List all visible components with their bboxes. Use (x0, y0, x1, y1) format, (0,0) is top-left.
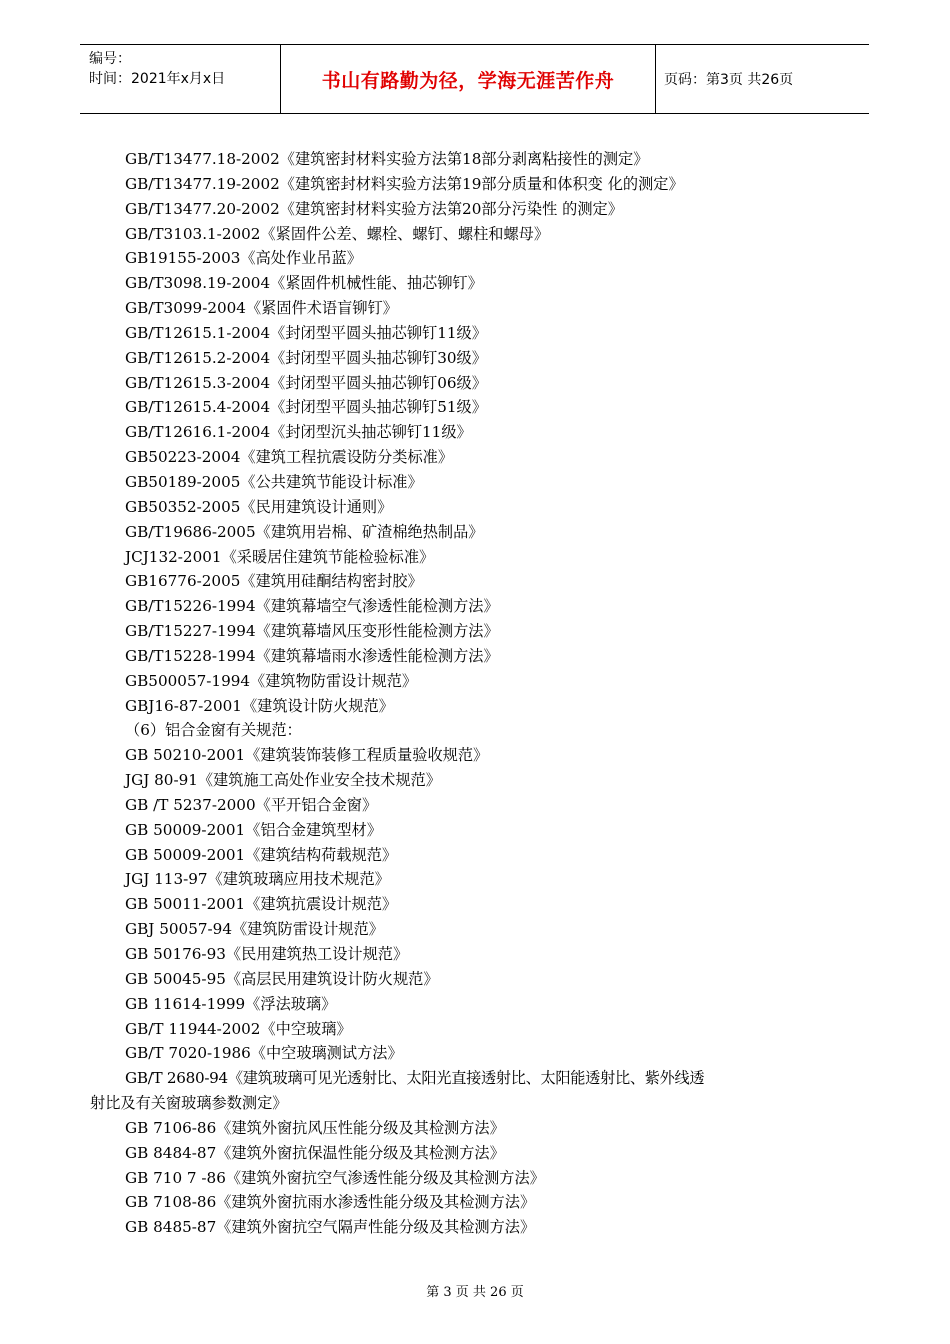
standard-line: GB 50011-2001《建筑抗震设计规范》 (125, 895, 398, 914)
standard-line: GB 50045-95《高层民用建筑设计防火规范》 (125, 969, 439, 988)
standard-line: GB/T3098.19-2004《紧固件机械性能、抽芯铆钉》 (125, 274, 483, 293)
standard-line: GB/T12615.4-2004《封闭型平圆头抽芯铆钉51级》 (125, 398, 487, 417)
standard-line: GB/T15228-1994《建筑幕墙雨水渗透性能检测方法》 (125, 646, 499, 665)
standard-line: GB50223-2004《建筑工程抗震设防分类标准》 (125, 448, 454, 467)
standard-line: GB 8485-87《建筑外窗抗空气隔声性能分级及其检测方法》 (125, 1218, 536, 1237)
standard-line: GB50189-2005《公共建筑节能设计标准》 (125, 472, 423, 491)
section-heading: （6）铝合金窗有关规范： (125, 721, 302, 740)
standard-line: GB50352-2005《民用建筑设计通则》 (125, 497, 393, 516)
standard-line: GBJ16-87-2001《建筑设计防火规范》 (125, 696, 394, 715)
standard-line: GB 7106-86《建筑外窗抗风压性能分级及其检测方法》 (125, 1118, 505, 1137)
standard-line: GB/T 2680-94《建筑玻璃可见光透射比、太阳光直接透射比、太阳能透射比、紫外线透 (125, 1069, 705, 1088)
standard-line: GB/T13477.20-2002《建筑密封材料实验方法第20部分污染性 的测定》 (125, 199, 623, 218)
standard-line: GB19155-2003《高处作业吊蓝》 (125, 249, 362, 268)
standard-line: GB 8484-87《建筑外窗抗保温性能分级及其检测方法》 (125, 1143, 505, 1162)
document-number-label: 编号： (89, 51, 131, 67)
standard-line: GB/T 7020-1986《中空玻璃测试方法》 (125, 1044, 403, 1063)
standard-line: GB/T12615.2-2004《封闭型平圆头抽芯铆钉30级》 (125, 348, 487, 367)
standard-line: GB 50210-2001《建筑装饰装修工程质量验收规范》 (125, 746, 489, 765)
standard-line: GB /T 5237-2000《平开铝合金窗》 (125, 795, 378, 814)
footer-page-number: 第 3 页 共 26 页 (426, 1285, 524, 1300)
header-page-info: 页码：第3页 共26页 (664, 72, 794, 88)
standard-line: GB 50176-93《民用建筑热工设计规范》 (125, 945, 409, 963)
standard-line: GB/T12615.3-2004《封闭型平圆头抽芯铆钉06级》 (125, 373, 487, 392)
standard-line: GB 50009-2001《铝合金建筑型材》 (125, 820, 382, 839)
standard-line: GB 710 7 -86《建筑外窗抗空气渗透性能分级及其检测方法》 (125, 1168, 545, 1187)
document-body (90, 147, 865, 1240)
standard-line: GBJ 50057-94《建筑防雷设计规范》 (125, 920, 384, 939)
standard-line: GB 50009-2001《建筑结构荷载规范》 (125, 845, 398, 864)
header-motto: 书山有路勤为径，学海无涯苦作舟 (281, 45, 656, 113)
standard-line: GB500057-1994《建筑物防雷设计规范》 (125, 671, 418, 690)
standard-line: GB/T 11944-2002《中空玻璃》 (125, 1019, 352, 1038)
standard-line: GB/T3103.1-2002《紧固件公差、螺栓、螺钉、螺柱和螺母》 (125, 224, 550, 243)
standard-line: GB/T15227-1994《建筑幕墙风压变形性能检测方法》 (125, 622, 499, 641)
standard-line: GB/T13477.19-2002《建筑密封材料实验方法第19部分质量和体积变 化的测定》 (125, 174, 684, 193)
standard-line: JGJ 80-91《建筑施工高处作业安全技术规范》 (125, 771, 441, 790)
standard-line: JCJ132-2001《采暖居住建筑节能检验标准》 (125, 547, 435, 566)
standard-line: GB/T12616.1-2004《封闭型沉头抽芯铆钉11级》 (125, 423, 472, 442)
standard-line: GB/T3099-2004《紧固件术语盲铆钉》 (125, 299, 398, 318)
standard-line: GB/T13477.18-2002《建筑密封材料实验方法第18部分剥离粘接性的测定》 (125, 150, 649, 168)
standard-line: GB16776-2005《建筑用硅酮结构密封胶》 (125, 572, 423, 591)
standard-line: GB/T12615.1-2004《封闭型平圆头抽芯铆钉11级》 (125, 323, 487, 342)
standard-line: GB/T19686-2005《建筑用岩棉、矿渣棉绝热制品》 (125, 522, 484, 541)
header-meta (80, 45, 281, 113)
standard-line: GB 11614-1999《浮法玻璃》 (125, 994, 337, 1013)
standard-line-continuation: 射比及有关窗玻璃参数测定》 (90, 1094, 288, 1113)
standard-line: GB/T15226-1994《建筑幕墙空气渗透性能检测方法》 (125, 597, 499, 616)
page-header (80, 44, 869, 114)
page-footer (0, 1281, 950, 1300)
standard-line: GB 7108-86《建筑外窗抗雨水渗透性能分级及其检测方法》 (125, 1193, 536, 1212)
document-time-label: 时间：2021年x月x日 (89, 71, 226, 87)
standard-line: JGJ 113-97《建筑玻璃应用技术规范》 (125, 870, 390, 889)
